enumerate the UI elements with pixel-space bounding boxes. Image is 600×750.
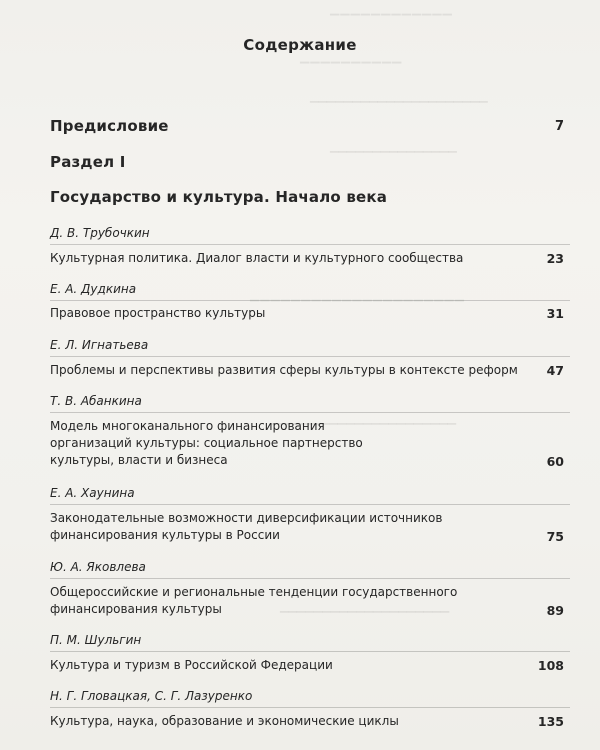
entry-author: Ю. А. Яковлева [50,560,570,579]
preface-page-number: 7 [554,119,564,134]
toc-heading: Содержание [243,36,357,54]
entry-author: Д. В. Трубочкин [50,226,570,245]
entry-author: Т. В. Абанкина [50,394,570,413]
bleed-through-text: ▁▁▁▁▁▁▁▁▁▁▁▁▁▁▁▁▁▁▁▁▁▁ [270,412,457,425]
entry-title: Культура и туризм в Российской Федерации [50,658,333,672]
entry-page-number: 75 [546,529,564,544]
entry-page-number: 108 [537,658,564,673]
bleed-through-text: ▁▁▁▁▁▁▁▁▁▁▁▁▁▁▁▁▁▁▁▁ [280,600,450,613]
section-title: Государство и культура. Начало века [50,188,388,206]
entry-title: Модель многоканального финансирования организаций культуры: социальное партнерство культуры, власти и бизнеса [50,419,363,467]
bleed-through-text: ▔▔▔▔▔▔▔▔▔▔▔▔▔▔▔▔▔▔▔▔▔ [250,300,465,314]
entry-author: Е. Л. Игнатьева [50,338,570,357]
entry-author: Н. Г. Гловацкая, С. Г. Лазуренко [50,689,570,708]
entry-author: Е. А. Дудкина [50,282,570,301]
entry-page-number: 23 [546,251,564,266]
entry-page-number: 47 [546,363,564,378]
entry-author: Е. А. Хаунина [50,486,570,505]
entry-page-number: 31 [546,306,564,321]
bleed-through-text: ▔▔▔▔▔▔▔▔▔▔ [300,62,403,76]
entry-page-number: 60 [546,454,564,469]
bleed-through-text: ▁▁▁▁▁▁▁▁▁▁▁▁▁▁▁▁▁▁▁▁▁ [310,90,488,103]
entry-page-number: 135 [537,714,564,729]
entry-title: Проблемы и перспективы развития сферы культуры в контексте реформ [50,363,518,377]
entry-title: Культура, наука, образование и экономические циклы [50,714,399,728]
part-title: Раздел I [50,153,126,171]
entry-title: Законодательные возможности диверсификации источников финансирования культуры в России [50,511,443,542]
bleed-through-text: ▁▁▁▁▁▁▁▁▁▁▁▁▁▁▁ [330,140,457,153]
entry-page-number: 89 [546,603,564,618]
entry-title: Общероссийские и региональные тенденции государственного финансирования культуры [50,585,458,616]
entry-title: Культурная политика. Диалог власти и культурного сообщества [50,251,464,265]
entry-author: П. М. Шульгин [50,633,570,652]
preface-title: Предисловие [50,117,169,135]
entry-title: Правовое пространство культуры [50,306,266,320]
bleed-through-text: ▔▔▔▔▔▔▔▔▔▔▔▔ [330,14,453,28]
